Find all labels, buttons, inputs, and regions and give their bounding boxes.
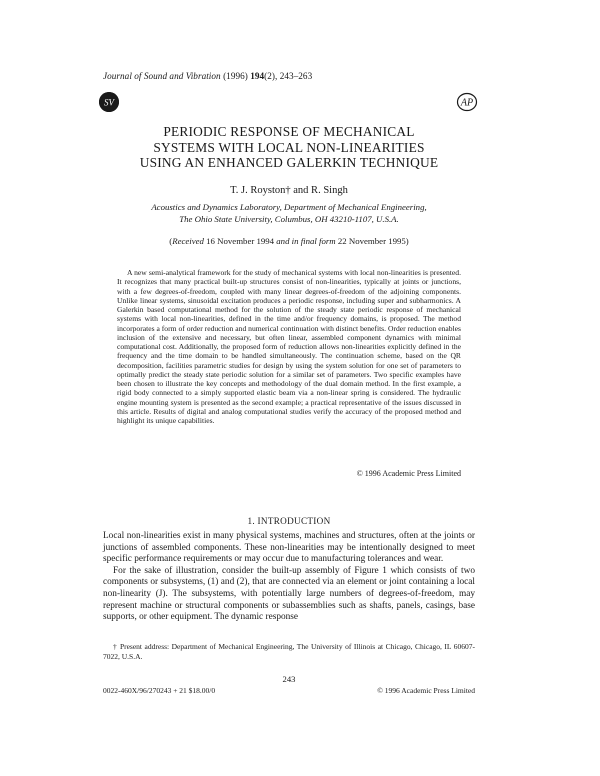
- received-dates: [100, 236, 478, 246]
- journal-name: Journal of Sound and Vibration: [103, 71, 221, 81]
- title-line-2: SYSTEMS WITH LOCAL NON-LINEARITIES: [153, 139, 425, 155]
- affiliation-line-1: Acoustics and Dynamics Laboratory, Department of Mechanical Engineering,: [151, 202, 427, 212]
- intro-paragraph-2: For the sake of illustration, consider the built-up assembly of Figure 1 which consists of two components or subsystems, (1) and (2), that are connected via an element or joint containing a local non-linearity (J). The subsystems, with potentially large numbers of degrees-of-freedom, may represent machine or structural components or subassemblies such as shafts, panels, casings, base supports, or other equipment. The dynamic response: [103, 565, 475, 623]
- final-form-label: and in final form: [276, 236, 336, 246]
- title-line-1: PERIODIC RESPONSE OF MECHANICAL: [163, 124, 415, 139]
- title-line-3: USING AN ENHANCED GALERKIN TECHNIQUE: [139, 155, 439, 171]
- section-heading-introduction: 1. INTRODUCTION: [247, 516, 331, 526]
- footnote: [103, 642, 475, 661]
- paper-title: [100, 124, 478, 171]
- journal-year: (1996): [223, 71, 248, 81]
- logo-right-text: AP: [460, 97, 474, 109]
- publisher-logo-sv-icon: [99, 92, 119, 112]
- affiliation: [100, 202, 478, 225]
- logo-left-text: SV: [104, 97, 114, 108]
- article-code: 0022-460X/96/270243 + 21 $18.00/0: [103, 686, 216, 695]
- received-open: (: [169, 236, 173, 246]
- abstract-copyright: © 1996 Academic Press Limited: [356, 469, 461, 478]
- journal-citation: [103, 71, 312, 81]
- authors: T. J. Royston† and R. Singh: [230, 185, 348, 196]
- received-date: 16 November 1994: [206, 236, 275, 246]
- introduction-body: [103, 531, 475, 624]
- footer-copyright: © 1996 Academic Press Limited: [377, 686, 475, 695]
- footnote-marker: †: [113, 642, 118, 651]
- journal-issue-pages: (2), 243–263: [264, 71, 313, 81]
- abstract-text: A new semi-analytical framework for the study of mechanical systems with local non-linearities is presented. It recognizes that many practical built-up structures consist of non-linearities, typically at joints or junctions, with a few degrees-of-freedom, coupled with many linear degrees-of-freedom of the adjoining components. Unlike linear systems, sinusoidal excitation produces a periodic response, including super and subharmonics. A Galerkin based computational method for the solution of the steady state periodic response of mechanical systems with local non-linearities, defined in the time and/or frequency domains, is proposed. The method incorporates a form of order reduction and numerical continuation with distinct benefits. Order reduction enables inclusion of the extensive and necessary, but often linear, assembled component dynamics with minimal computational cost. Additionally, the proposed form of reduction allows non-linearities explicitly defined in the frequency and the time domain to be handled simultaneously. The continuation scheme, based on the QR decomposition, facilities parametric studies for design by using the system solution for one set of parameters to optimally predict the steady state periodic solution for a similar set of parameters. Two specific examples have been chosen to illustrate the key concepts and methodology of the dual domain method. In the first example, a rigid body connected to a simply supported elastic beam via a non-linear spring is considered. The hydraulic engine mounting system is presented as the second example; a practical representative of the issues discussed in this article. Results of digital and analog computational studies verify the accuracy of the proposed method and highlight its unique capabilities.: [117, 268, 461, 425]
- received-label: Received: [172, 236, 204, 246]
- affiliation-line-2: The Ohio State University, Columbus, OH 43210-1107, U.S.A.: [179, 213, 399, 224]
- publisher-logo-ap-icon: [456, 92, 478, 112]
- footnote-text: Present address: Department of Mechanical Engineering, The University of Illinois at Chicago, Chicago, IL 60607-7022, U.S.A.: [103, 642, 476, 661]
- page-number: 243: [282, 674, 296, 684]
- abstract: [117, 268, 461, 425]
- journal-volume: 194: [250, 71, 265, 81]
- received-close: ): [405, 236, 409, 246]
- intro-paragraph-1: Local non-linearities exist in many physical systems, machines and structures, often at the joints or junctions of assembled components. These non-linearities may be intentionally designed to meet specific performance requirements or may occur due to manufacturing tolerances and wear.: [103, 531, 475, 565]
- final-form-date: 22 November 1995: [337, 236, 406, 246]
